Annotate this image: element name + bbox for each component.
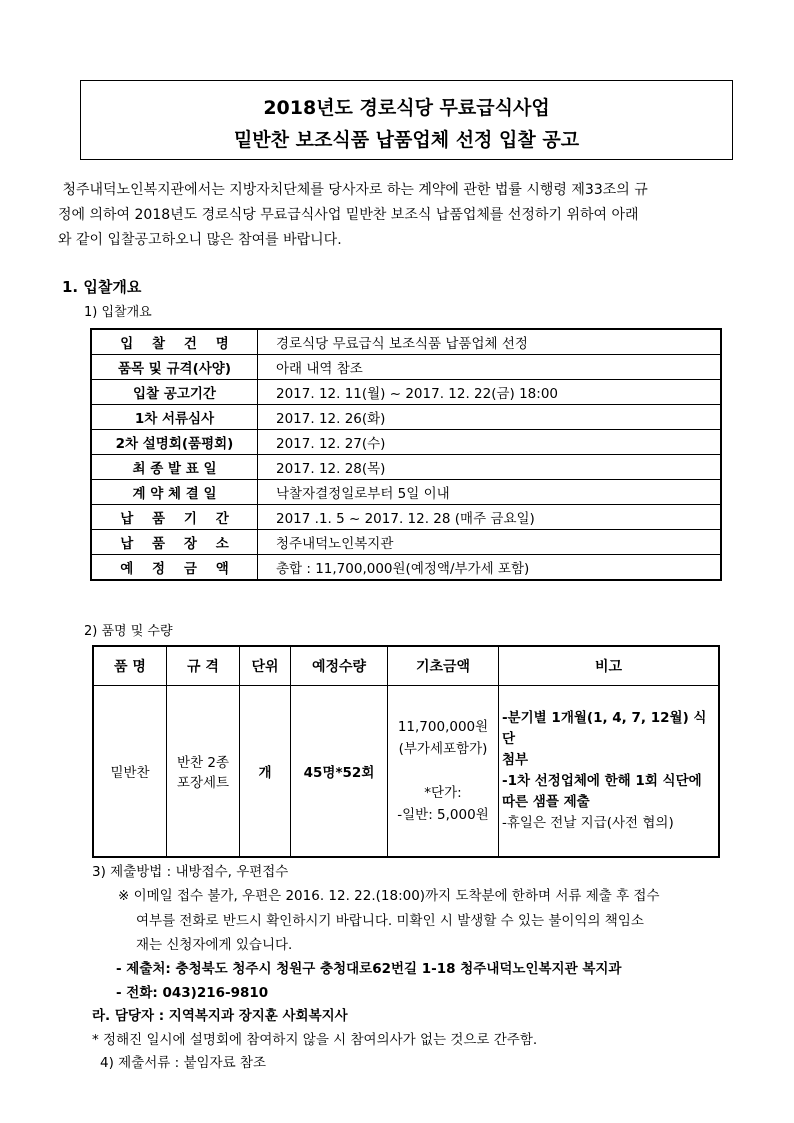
row-value: 2017. 12. 27(수) — [258, 430, 722, 455]
table-row — [91, 405, 721, 430]
row-label: 납 품 장 소 — [91, 530, 258, 555]
note-line: 따른 샘플 제출 — [502, 794, 590, 810]
table-row — [91, 505, 721, 530]
submission-method: 3) 제출방법 : 내방접수, 우편접수 — [92, 864, 289, 880]
intro-line: 정에 의하여 2018년도 경로식당 무료급식사업 밑반찬 보조식 납품업체를 선정하기 위하여 아래 — [58, 207, 639, 223]
submit-address: - 제출처: 충청북도 청주시 청원구 충청대로62번길 1-18 청주내덕노인복지관 복지과 — [116, 961, 622, 977]
row-label: 입 찰 건 명 — [91, 329, 258, 355]
section-heading: 1. 입찰개요 — [62, 278, 142, 296]
col-header-spec: 규 격 — [167, 646, 240, 686]
row-label: 최 종 발 표 일 — [91, 455, 258, 480]
row-label: 품목 및 규격(사양) — [91, 355, 258, 380]
row-value: 총합 : 11,700,000원(예정액/부가세 포함) — [258, 555, 722, 581]
items-table — [92, 645, 720, 858]
notice-line: 여부를 전화로 반드시 확인하시기 바랍니다. 미확인 시 발생할 수 있는 불이익의 책임소 — [136, 913, 644, 929]
table-row — [93, 686, 719, 858]
row-value: 2017. 12. 11(월) ~ 2017. 12. 22(금) 18:00 — [258, 380, 722, 405]
spec-line: 반찬 2종 — [176, 755, 229, 771]
row-value: 2017. 12. 26(화) — [258, 405, 722, 430]
cell-unit: 개 — [240, 686, 291, 858]
title-line-1: 2018년도 경로식당 무료급식사업 — [263, 97, 550, 119]
col-header-unit: 단위 — [240, 646, 291, 686]
cell-name: 밑반찬 — [93, 686, 167, 858]
row-label: 2차 설명회(품평회) — [91, 430, 258, 455]
table-header-row — [93, 646, 719, 686]
note-line: -휴일은 전날 지급(사전 협의) — [502, 815, 674, 831]
intro-line: 와 같이 입찰공고하오니 많은 참여를 바랍니다. — [58, 232, 342, 248]
overview-table — [90, 328, 722, 581]
col-header-qty: 예정수량 — [291, 646, 388, 686]
title-line-2: 밑반찬 보조식품 납품업체 선정 입찰 공고 — [233, 129, 580, 151]
warning-note: * 정해진 일시에 설명회에 참여하지 않을 시 참여의사가 없는 것으로 간주함. — [92, 1032, 538, 1048]
note-line: -1차 선정업체에 한해 1회 식단에 — [502, 773, 702, 789]
row-value: 낙찰자결정일로부터 5일 이내 — [258, 480, 722, 505]
row-label: 1차 서류심사 — [91, 405, 258, 430]
table-row — [91, 329, 721, 355]
table-row — [91, 355, 721, 380]
notice-line: ※ 이메일 접수 불가, 우편은 2016. 12. 22.(18:00)까지 도착분에 한하며 서류 제출 후 접수 — [118, 888, 660, 904]
amount-line: *단가: — [424, 785, 462, 801]
cell-note — [499, 686, 720, 858]
col-header-name: 품 명 — [93, 646, 167, 686]
row-value: 아래 내역 참조 — [258, 355, 722, 380]
note-line: 첨부 — [502, 752, 529, 768]
intro-paragraph — [58, 178, 743, 253]
subsection-items: 2) 품명 및 수량 — [84, 624, 173, 639]
title-box — [80, 80, 733, 160]
row-label: 계 약 체 결 일 — [91, 480, 258, 505]
cell-amount — [388, 686, 499, 858]
submit-phone: - 전화: 043)216-9810 — [116, 985, 269, 1001]
row-label: 입찰 공고기간 — [91, 380, 258, 405]
row-value: 경로식당 무료급식 보조식품 납품업체 선정 — [258, 329, 722, 355]
table-row — [91, 380, 721, 405]
cell-qty: 45명*52회 — [291, 686, 388, 858]
row-label: 납 품 기 간 — [91, 505, 258, 530]
subsection-overview: 1) 입찰개요 — [84, 305, 152, 320]
col-header-amount: 기초금액 — [388, 646, 499, 686]
row-value: 2017 .1. 5 ~ 2017. 12. 28 (매주 금요일) — [258, 505, 722, 530]
table-row — [91, 455, 721, 480]
spec-line: 포장세트 — [176, 775, 230, 791]
row-label: 예 정 금 액 — [91, 555, 258, 581]
amount-line: 11,700,000원 — [397, 719, 489, 735]
table-row — [91, 555, 721, 581]
col-header-note: 비고 — [499, 646, 720, 686]
intro-line: 청주내덕노인복지관에서는 지방자치단체를 당사자로 하는 계약에 관한 법률 시행령 제33조의 규 — [58, 182, 648, 198]
note-line: -분기별 1개월(1, 4, 7, 12월) 식단 — [502, 710, 707, 747]
amount-line: (부가세포함가) — [398, 741, 488, 757]
row-value: 2017. 12. 28(목) — [258, 455, 722, 480]
required-documents: 4) 제출서류 : 붙임자료 참조 — [100, 1055, 266, 1071]
contact-person: 라. 담당자 : 지역복지과 장지훈 사회복지사 — [92, 1008, 348, 1024]
table-row — [91, 530, 721, 555]
amount-line: -일반: 5,000원 — [397, 807, 489, 823]
row-value: 청주내덕노인복지관 — [258, 530, 722, 555]
table-row — [91, 480, 721, 505]
table-row — [91, 430, 721, 455]
notice-line: 재는 신청자에게 있습니다. — [136, 937, 293, 953]
cell-spec — [167, 686, 240, 858]
